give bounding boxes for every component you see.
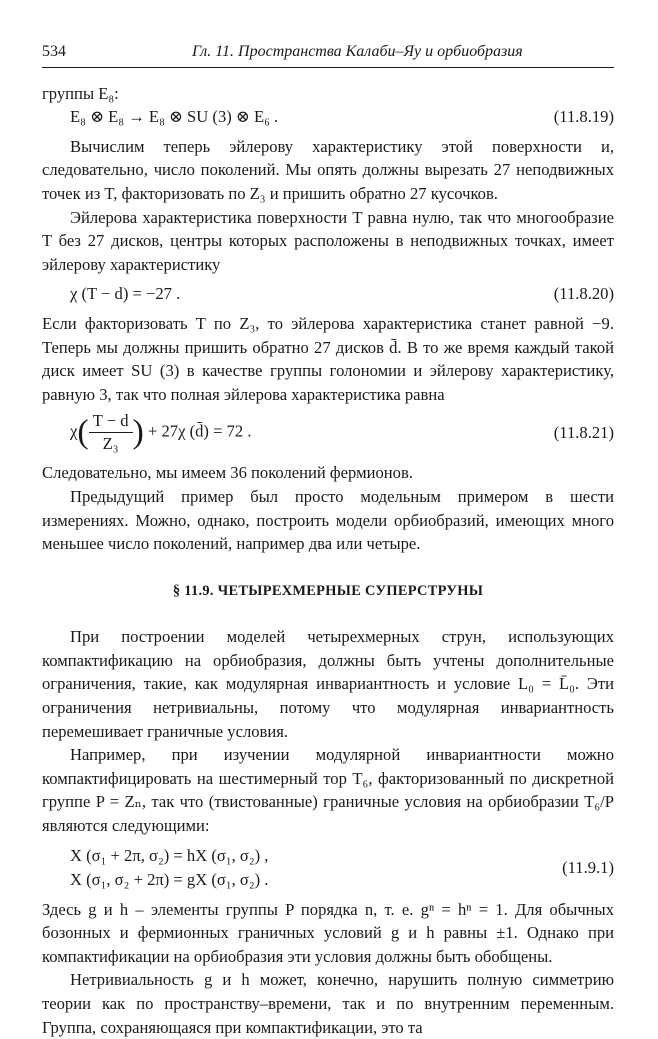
running-title: Гл. 11. Пространства Калаби–Яу и орбиобразия <box>192 43 523 60</box>
equation-number: (11.8.21) <box>553 423 614 443</box>
equation-number: (11.8.19) <box>553 107 614 127</box>
paragraph: Эйлерова характеристика поверхности T равна нулю, так что многообразие T без 27 дисков, центры которых расположены в неподвижных точках, имеет эйлерову характеристику <box>42 207 614 274</box>
page-header <box>42 40 614 68</box>
left-paren: ( <box>77 414 89 452</box>
equation-number: (11.8.20) <box>553 284 614 304</box>
fraction-denominator: Z₃ <box>102 434 119 454</box>
equation-11-8-20 <box>42 282 614 306</box>
paragraph: Например, при изучении модулярной инвариантности можно компактифицировать на шестимерный тор T₆, факторизованный по дискретной группе P = Zₙ, так что (твистованные) граничные условия на орбиобразии T₆/P являются следующими: <box>42 745 614 836</box>
section-heading: § 11.9. ЧЕТЫРЕХМЕРНЫЕ СУПЕРСТРУНЫ <box>172 582 484 599</box>
equation-body <box>70 410 252 455</box>
equation-system <box>70 844 268 892</box>
paragraph: Здесь g и h – элементы группы P порядка n, т. е. gⁿ = hⁿ = 1. Для обычных бозонных и фермионных граничных условий g и h равны ±1. Однако при компактификации на орбиобразия эти условия должны быть обобщены. <box>42 899 614 966</box>
equation-11-8-19 <box>42 105 614 129</box>
equation-11-8-21 <box>42 410 614 455</box>
equation-line: X (σ₁, σ₂ + 2π) = gX (σ₁, σ₂) . <box>70 869 269 889</box>
equation-body: E₈ ⊗ E₈ → E₈ ⊗ SU (3) ⊗ E₆ . <box>70 107 279 127</box>
equation-line: X (σ₁ + 2π, σ₂) = hX (σ₁, σ₂) , <box>70 845 269 865</box>
text-line: группы E₈: <box>42 83 119 103</box>
paragraph: При построении моделей четырехмерных струн, использующих компактификацию на орбиобразия, должны быть учтены дополнительные ограничения, такие, как модулярная инвариантность и условие L₀ = L̄₀. Эти ограничения нетривиальны, потому что модулярная инвариантность перемешивает граничные условия. <box>42 627 614 741</box>
equation-body: χ (T − d) = −27 . <box>70 284 181 304</box>
paragraph: Вычислим теперь эйлерову характеристику этой поверхности и, следовательно, число поколений. Мы опять должны вырезать 27 неподвижных точек из T, факторизовать по Z₃ и пришить обратно 27 кусочков. <box>42 136 614 203</box>
fraction-numerator: T − d <box>89 410 133 433</box>
paragraph: Если факторизовать T по Z₃, то эйлерова характеристика станет равной −9. Теперь мы должны пришить обратно 27 дисков d̄. В то же время каждый такой диск имеет SU (3) в качестве группы голономии и эйлерову характеристику, равную 3, так что полная эйлерова характеристика равна <box>42 313 614 404</box>
equation-11-9-1 <box>42 844 614 892</box>
fraction <box>89 410 133 455</box>
chi-symbol: χ <box>70 421 78 441</box>
paragraph: Следовательно, мы имеем 36 поколений фермионов. <box>42 463 413 483</box>
right-paren: ) <box>132 414 144 452</box>
paragraph: Предыдущий пример был просто модельным примером в шести измерениях. Можно, однако, построить модели орбиобразий, имеющих много меньшее число поколений, например два или четыре. <box>42 486 614 554</box>
equation-suffix: + 27χ (d̄) = 72 . <box>147 421 252 441</box>
page-number: 534 <box>42 43 66 60</box>
equation-number: (11.9.1) <box>562 857 614 877</box>
paragraph: Нетривиальность g и h может, конечно, нарушить полную симметрию теории как по пространству–времени, так и по внутренним переменным. Группа, сохраняющаяся при компактификации, это та <box>42 970 614 1037</box>
